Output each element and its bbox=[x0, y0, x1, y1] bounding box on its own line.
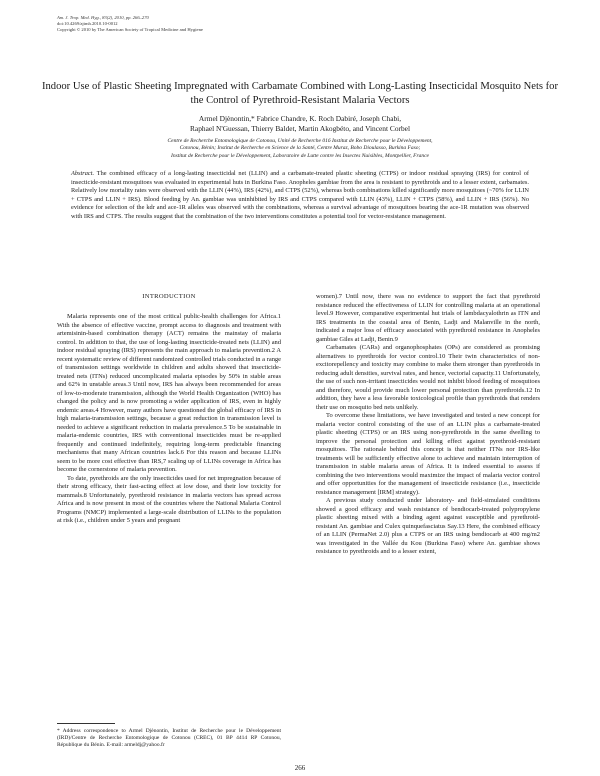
affiliation-line: Centre de Recherche Entomologique de Cotonou, Unité de Recherche 016 Institut de Recherche pour le Développement, bbox=[167, 138, 433, 144]
author-line-2: Raphael N'Guessan, Thierry Baldet, Martin Akogbéto, and Vincent Corbel bbox=[189, 123, 411, 133]
paragraph: women).7 Until now, there was no evidence to support the fact that pyrethroid resistance reduced the effectiveness of LLIN for controlling malaria at an operational level.9 However, comparative experimental hut trials of lambdacyalothrin as ITN and IRS treatments in the coastal area of Benin, Ladji and Malanville in the north, indicated a major loss of efficacy associated with pyrethroid resistance in Anopheles gambiae Giles at Ladji, Benin.9 bbox=[316, 293, 540, 343]
paragraph: To date, pyrethroids are the only insecticides used for net impregnation because of their strong efficacy, their fast-acting effect at low dose, and their low toxicity for mammals.8 Unfortunately, pyrethroid resistance in malaria vectors has spread across Africa and is now present in most of the countries where the National Malaria Control Programs (NMCP) implemented a large-scale distribution of LLINs to the population at risk (i.e., children under 5 years and pregnant bbox=[57, 474, 281, 524]
right-column bbox=[316, 293, 540, 557]
abstract-text: The combined efficacy of a long-lasting insecticidal net (LLIN) and a carbamate-treated plastic sheeting (CTPS) or indoor residual spraying (IRS) for control of insecticide-resistant mosquitoes was evaluated in experimental huts in Burkina Faso. Anopheles gambiae from the area is resistant to pyrethroids and to a lesser extent, carbamates. Relatively low mortality rates were observed with the LLIN (44%), IRS (42%), and CTPS (52%), whereas both combinations killed significantly more mosquitoes (~70% for LLIN + CTPS and LLIN + IRS). Blood feeding by An. gambiae was uninhibited by IRS and CTPS compared with LLIN (43%), LLIN + CTPS (58%), and LLIN + IRS (56%). No evidence for selection of the kdr and ace-1R alleles was observed with the combinations, whereas a survival advantage of mosquitoes bearing the ace-1R mutation was observed with IRS and CTPS. The results suggest that the combination of the two interventions constitutes a potential tool for vector-resistance management. bbox=[71, 170, 529, 220]
article-title: Indoor Use of Plastic Sheeting Impregnated with Carbamate Combined with Long-Lasting Insecticidal Mosquito Nets for the Control of Pyrethroid-Resistant Malaria Vectors bbox=[41, 81, 559, 106]
abstract-label: Abstract. bbox=[71, 170, 95, 177]
abstract bbox=[71, 170, 529, 221]
journal-header bbox=[57, 15, 357, 33]
paragraph: Malaria represents one of the most critical public-health challenges for Africa.1 With the absence of effective vaccine, prompt access to diagnosis and treatment with artemisinin-based combination therapy (ACT) remains the mainstay of malaria control. In addition to that, the use of long-lasting insecticide-treated nets (LLIN) and indoor residual spraying (IRS) represents the main approach to malaria prevention.2 A recent systematic review of different randomized controlled trials conducted in a range of transmission settings worldwide in children and adults showed that insecticide-treated nets (ITNs) reduced uncomplicated malaria episodes by 50% in stable areas and 62% in unstable areas.3 Until now, IRS has always been recommended for areas of low-to-moderate transmission, although the World Health Organization (WHO) has changed the policy and is now promoting a wider application of IRS, even in highly endemic areas.4 However, many authors have questioned the global efficacy of IRS in high malaria-transmission settings, because a great reduction in transmission level is needed to achieve a significant reduction in malaria prevalence.5 To be sustainable in malaria-endemic countries, IRS with conventional insecticides must be re-applied frequently and continued indefinitely, requiring long-term predictable financing mechanisms that many African countries lack.6 For this reason and because LLINs seem to be more cost effective than IRS,7 scaling up of LLINs coverage in Africa has become the cornerstone of malaria prevention. bbox=[57, 313, 281, 473]
author-line-1: Armel Djènontin,* Fabrice Chandre, K. Roch Dabiré, Joseph Chabi, bbox=[198, 114, 402, 123]
author-list bbox=[60, 114, 540, 133]
journal-doi: doi:10.4269/ajtmh.2010.10-0012 bbox=[57, 21, 118, 26]
paragraph: A previous study conducted under laboratory- and field-simulated conditions showed a good efficacy and wash resistance of bendiocarb-treated polypropylene plastic sheeting mixed with a binding agent against susceptible and pyrethroid-resistant An. gambiae and Culex quinquefasciatus Say.13 Here, the combined efficacy of an LLIN (PermaNet 2.0) plus a CTPS or an IRS using bendiocarb at 400 mg/m2 was investigated in the Vallée du Kou (Burkina Faso) where An. gambiae shows resistance to pyrethroids and to a lesser extent, bbox=[316, 497, 540, 555]
footnote-rule bbox=[57, 723, 115, 724]
page-number: 266 bbox=[294, 764, 306, 772]
affiliation-line: Institut de Recherche pour le Développement, Laboratoire de Lutte contre les Insectes Nuisibles, Montpellier, France bbox=[171, 152, 429, 159]
correspondence-footnote: * Address correspondence to Armel Djènontin, Institut de Recherche pour le Développement (IRD)/Centre de Recherche Entomologique de Cotonou (CREC), 01 BP 4414 RP Cotonou, République du Bénin. E-mail: armeldj@yahoo.fr bbox=[57, 728, 281, 749]
affiliations bbox=[50, 138, 550, 160]
paragraph: Carbamates (CARs) and organophosphates (OPs) are considered as promising alternatives to pyrethroids for vector control.10 Their twin characteristics of non-excitorepellency and toxicity may combine to make them stronger than pyrethroids in reducing adult densities, survival rates, and hence, vectorial capacity.11 Unfortunately, the use of such non-irritant insecticides would not inhibit blood feeding of mosquitoes and therefore, would provide much lower personal protection than pyrethroids.12 In addition, they have a less favorable toxicological profile than pyrethroids that renders their use on mosquito bed nets unlikely. bbox=[316, 344, 540, 411]
paragraph: To overcome these limitations, we have investigated and tested a new concept for malaria vector control consisting of the use of an LLIN plus a carbamate-treated plastic sheeting (CTPS) or an IRS using non-pyrethroids in the same dwelling to improve the personal protection and killing effect against pyrethroid-resistant mosquitoes. The rationale behind this concept is that neither ITNs nor IRS-like treatments will be sufficiently effective alone to achieve and maintain interruption of transmission in stable malaria areas of Africa. It is indeed essential to assess if combining the two interventions would maximize the impact of malaria vector control and offer opportunities for the management of insecticide resistance (i.e., insecticide resistance management [IRM] strategy). bbox=[316, 412, 540, 496]
left-column bbox=[57, 293, 281, 526]
journal-citation: Am. J. Trop. Med. Hyg., 83(2), 2010, pp. 266–270 bbox=[57, 15, 149, 20]
affiliation-line: Cotonou, Bénin; Institut de Recherche en Science de la Santé, Centre Muraz, Bobo Dioulasso, Burkina Faso; bbox=[179, 145, 421, 152]
section-heading-introduction: INTRODUCTION bbox=[142, 293, 196, 300]
journal-copyright: Copyright © 2010 by The American Society of Tropical Medicine and Hygiene bbox=[57, 27, 203, 32]
